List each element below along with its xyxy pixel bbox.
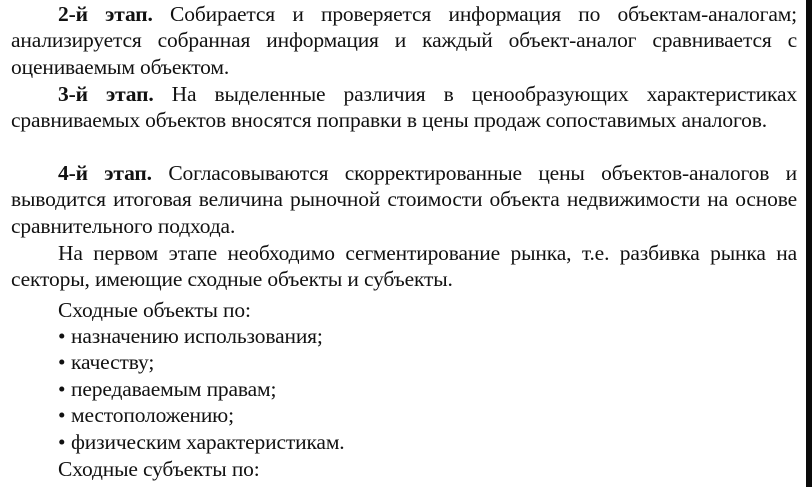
scan-edge-border <box>806 0 812 487</box>
similar-objects-heading: Сходные объекты по: <box>58 298 251 322</box>
similar-objects-list <box>58 323 345 455</box>
list-item <box>58 429 345 455</box>
stage-2-label: 2-й этап. <box>58 2 153 26</box>
stage-3-label: 3-й этап. <box>58 82 154 106</box>
stage-4-text: Согласовываются скорректированные цены объектов-аналогов и выводится итоговая величина рыночной стоимости объекта недвижимости на основе сравнительного подхода. <box>11 161 798 238</box>
list-item <box>58 402 345 428</box>
bullet-icon: • <box>58 350 66 375</box>
paragraph-stage-4 <box>11 160 797 239</box>
paragraph-stage-3 <box>11 81 797 134</box>
list-item-text: назначению использования; <box>71 324 323 348</box>
list-item-text: физическим характеристикам. <box>71 429 345 454</box>
bullet-icon: • <box>58 403 66 428</box>
list-item-text: передаваемым правам; <box>71 376 277 401</box>
stage-3-text: На выделенные различия в ценообразующих характеристиках сравниваемых объектов вносятся поправки в цены продаж сопоставимых аналогов. <box>11 82 797 133</box>
bullet-icon: • <box>58 376 66 401</box>
list-item <box>58 349 345 375</box>
list-item <box>58 323 345 349</box>
list-item <box>58 376 345 402</box>
paragraph-market-segmentation <box>11 240 797 293</box>
bullet-icon: • <box>58 324 66 348</box>
similar-subjects-heading: Сходные субъекты по: <box>58 457 260 481</box>
list-item-text: качеству; <box>71 350 155 375</box>
paragraph-stage-2 <box>11 1 797 80</box>
bullet-icon: • <box>58 429 66 454</box>
stage-4-label: 4-й этап. <box>58 161 152 185</box>
stage-2-text: Собирается и проверяется информация по объектам-аналогам; анализируется собранная информация и каждый объект-аналог сравнивается с оцениваемым объектом. <box>11 2 797 79</box>
market-segmentation-text: На первом этапе необходимо сегментирование рынка, т.е. разбивка рынка на секторы, имеющие сходные объекты и субъекты. <box>11 241 797 292</box>
list-item-text: местоположению; <box>71 403 234 428</box>
